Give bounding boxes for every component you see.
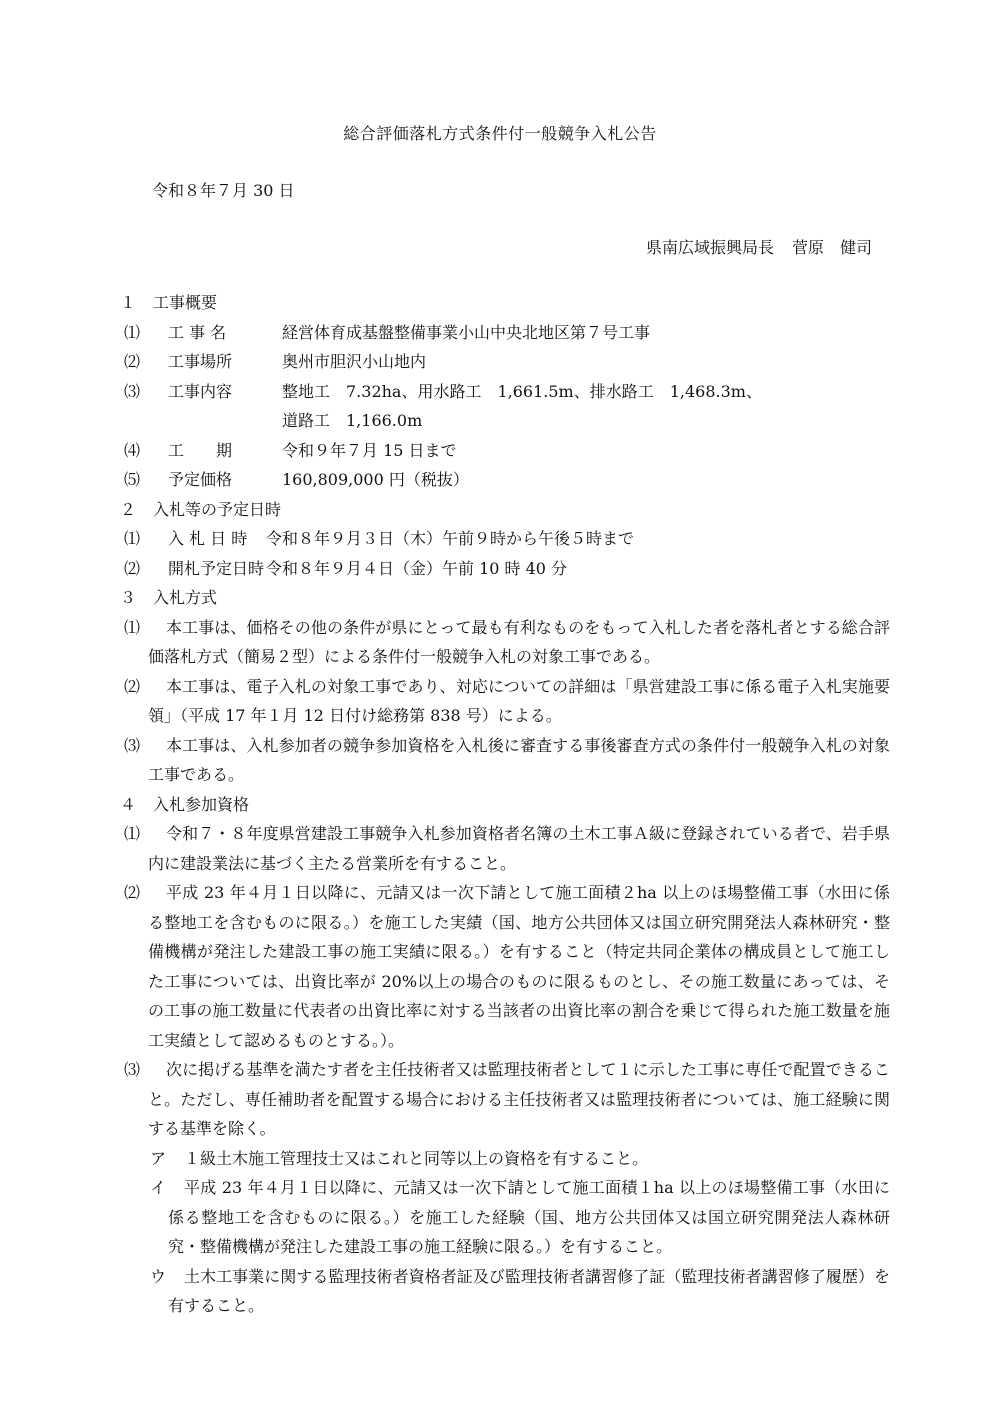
item-label: 工事内容 (168, 381, 233, 401)
paragraph-item (120, 819, 890, 878)
section-heading (120, 495, 890, 525)
issuer (646, 235, 872, 258)
section-heading (120, 790, 890, 820)
paragraph-item (120, 731, 890, 790)
item-value: 令和８年９月４日（金）午前 10 時 40 分 (266, 558, 568, 578)
item-number: ⑴ (124, 529, 141, 548)
item-text: 本工事は、入札参加者の競争参加資格を入札後に審査する事後審査方式の条件付一般競争入札の対象工事である。 (148, 735, 890, 784)
overview-row (120, 377, 890, 407)
item-number: ⑴ (124, 824, 141, 843)
sub-item-text: 土木工事業に関する監理技術者資格者証及び監理技術者講習修了証（監理技術者講習修了履歴）を有すること。 (168, 1266, 890, 1315)
section-number: ４ (120, 794, 137, 814)
sub-item (120, 1173, 890, 1262)
paragraph-item (120, 672, 890, 731)
notice-body (120, 288, 890, 1321)
sub-item-marker: ウ (150, 1266, 167, 1286)
item-number: ⑴ (124, 617, 141, 637)
item-label: 工事場所 (168, 352, 233, 371)
paragraph-item (120, 613, 890, 672)
overview-row (120, 347, 890, 377)
paragraph-item (120, 1055, 890, 1144)
item-value-continued: 道路工 1,166.0m (282, 411, 423, 430)
notice-date: 令和８年７月 30 日 (152, 181, 295, 200)
section-number: ２ (120, 499, 137, 519)
item-value: 経営体育成基盤整備事業小山中央北地区第７号工事 (282, 322, 651, 342)
item-number: ⑶ (124, 381, 141, 401)
item-label: 工 期 (168, 440, 233, 460)
schedule-row (120, 554, 890, 584)
overview-row (120, 318, 890, 348)
item-text: 平成 23 年４月１日以降に、元請又は一次下請として施工面積２ha 以上のほ場整備工事（水田に係る整地工を含むものに限る。）を施工した実績（国、地方公共団体又は国立研究開発法人森林研究・整備機構が発注した建設工事の施工実績に限る。）を有すること（特定共同企業体の構成員として施工した工事については、出資比率が 20%以上の場合のものに限るものとし、その施工数量にあっては、その工事の施工数量に代表者の出資比率に対する当該者の出資比率の割合を乗じて得られた施工数量を施工実績として認めるものとする。）。 (148, 883, 890, 1050)
paragraph-item (120, 878, 890, 1055)
schedule-row (120, 524, 890, 554)
issuer-name: 菅原 健司 (791, 238, 872, 257)
section-title: 入札方式 (153, 588, 218, 607)
page-title: 総合評価落札方式条件付一般競争入札公告 (343, 124, 657, 143)
item-text: 本工事は、電子入札の対象工事であり、対応についての詳細は「県営建設工事に係る電子入札実施要領」（平成 17 年１月 12 日付け総務第 838 号）による。 (148, 676, 890, 725)
item-number: ⑷ (124, 440, 141, 460)
item-number: ⑵ (124, 352, 141, 371)
section-title: 入札等の予定日時 (153, 499, 282, 519)
section-heading (120, 583, 890, 613)
item-label: 工 事 名 (168, 322, 227, 342)
item-value: 令和９年７月 15 日まで (282, 440, 457, 460)
overview-row-continued (120, 406, 890, 436)
item-label: 開札予定日時 (168, 558, 265, 578)
section-heading (120, 288, 890, 318)
item-value: 整地工 7.32ha、用水路工 1,661.5m、排水路工 1,468.3m、 (282, 381, 762, 401)
item-value: 160,809,000 円（税抜） (282, 470, 469, 489)
section-number: １ (120, 293, 137, 312)
sub-item-marker: イ (150, 1178, 167, 1197)
section-title: 工事概要 (153, 293, 218, 312)
item-number: ⑶ (124, 1060, 141, 1079)
item-number: ⑵ (124, 883, 141, 902)
item-number: ⑴ (124, 322, 141, 342)
item-number: ⑶ (124, 735, 141, 755)
issuer-office: 県南広域振興局長 (645, 238, 774, 257)
item-text: 令和７・８年度県営建設工事競争入札参加資格者名簿の土木工事Ａ級に登録されている者で、岩手県内に建設業法に基づく主たる営業所を有すること。 (148, 824, 890, 873)
overview-row (120, 465, 890, 495)
section-title: 入札参加資格 (153, 794, 250, 814)
item-label: 入 札 日 時 (168, 529, 248, 548)
item-text: 次に掲げる基準を満たす者を主任技術者又は監理技術者として１に示した工事に専任で配置できること。ただし、専任補助者を配置する場合における主任技術者又は監理技術者については、施工経験に関する基準を除く。 (148, 1060, 890, 1138)
section-number: ３ (120, 588, 137, 607)
item-label: 予定価格 (168, 470, 233, 489)
item-value: 令和８年９月３日（木）午前９時から午後５時まで (266, 529, 635, 548)
overview-row (120, 436, 890, 466)
item-value: 奥州市胆沢小山地内 (282, 352, 427, 371)
sub-item (120, 1262, 890, 1321)
item-number: ⑸ (124, 470, 141, 489)
sub-item-text: 平成 23 年４月１日以降に、元請又は一次下請として施工面積１ha 以上のほ場整備工事（水田に係る整地工を含むものに限る。）を施工した経験（国、地方公共団体又は国立研究開発法人森林研究・整備機構が発注した建設工事の施工経験に限る。）を有すること。 (168, 1178, 890, 1256)
sub-item-text: １級土木施工管理技士又はこれと同等以上の資格を有すること。 (184, 1148, 649, 1168)
sub-item (120, 1144, 890, 1174)
item-number: ⑵ (124, 676, 141, 696)
item-number: ⑵ (124, 558, 141, 578)
item-text: 本工事は、価格その他の条件が県にとって最も有利なものをもって入札した者を落札者とする総合評価落札方式（簡易２型）による条件付一般競争入札の対象工事である。 (148, 617, 890, 666)
sub-item-marker: ア (150, 1148, 167, 1168)
